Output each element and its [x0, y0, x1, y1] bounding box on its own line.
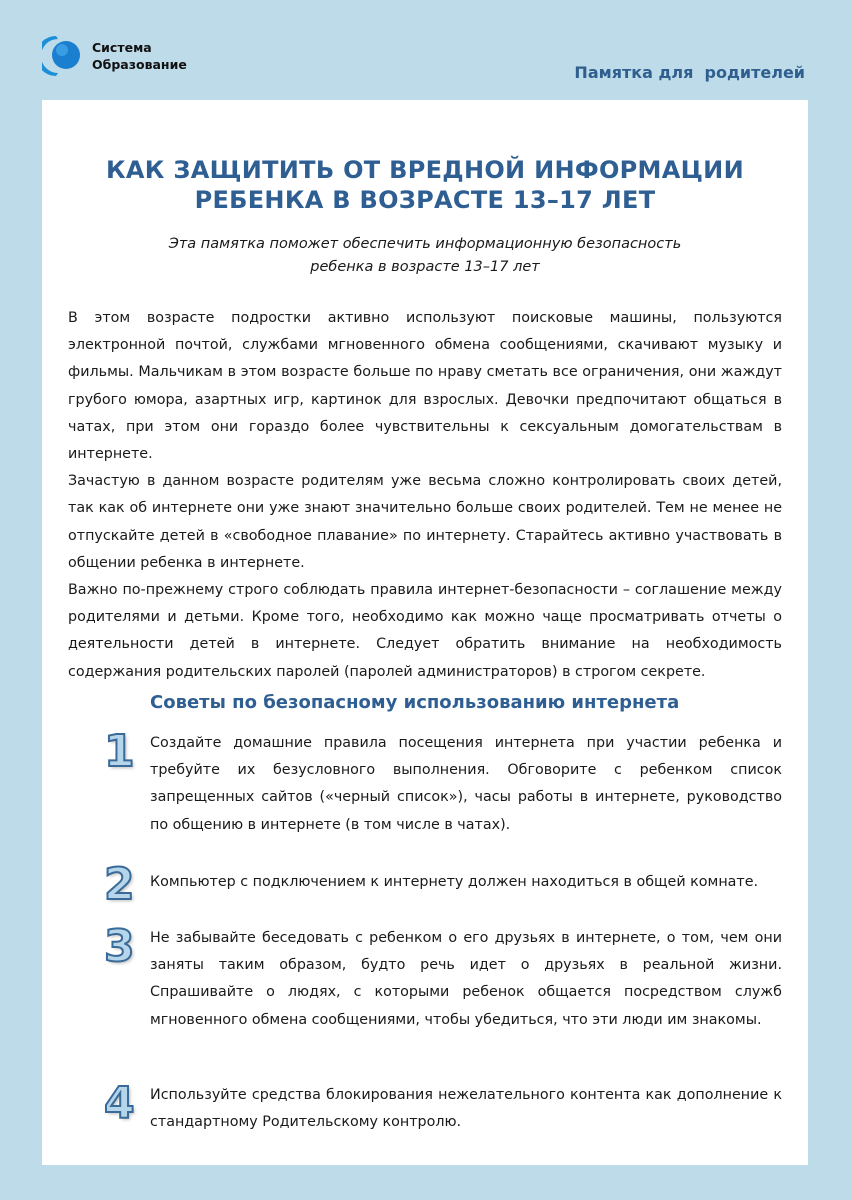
title-line: РЕБЕНКА В ВОЗРАСТЕ 13–17 ЛЕТ — [194, 186, 656, 214]
number-1-icon: 1 — [104, 726, 135, 777]
tips-heading: Советы по безопасному использованию интернета — [150, 692, 680, 713]
logo — [42, 33, 187, 79]
paragraph: Зачастую в данном возрасте родителям уже весьма сложно контролировать своих детей, так как об интернете они уже знают значительно больше своих родителей. Тем не менее не отпускайте детей в «свободное плавание» по интернету. Старайтесь активно участвовать в общении ребенка в интернете. — [68, 473, 782, 571]
number-4-icon: 4 — [104, 1078, 135, 1129]
tip-item — [104, 1078, 782, 1136]
paragraph: Важно по-прежнему строго соблюдать правила интернет-безопасности – соглашение между родителями и детьми. Кроме того, необходимо как можно чаще просматривать отчеты о деятельности детей в интернете. Следует обратить внимание на необходимость содержания родительских паролей (паролей администраторов) в строгом секрете. — [68, 582, 782, 680]
subtitle-line: Эта памятка поможет обеспечить информационную безопасность — [168, 236, 682, 252]
logo-line2: Образование — [92, 57, 187, 72]
body-text — [68, 305, 782, 686]
number-2-icon: 2 — [104, 859, 135, 910]
tip-text: Не забывайте беседовать с ребенком о его друзьях в интернете, о том, чем они заняты таким образом, будто речь идет о друзьях в реальной жизни. Спрашивайте о людях, с которыми ребенок общается посредством служб мгновенного обмена сообщениями, чтобы убедиться, что эти люди им знакомы. — [150, 930, 782, 1028]
subtitle — [42, 233, 808, 279]
page-title — [42, 155, 808, 215]
subtitle-line: ребенка в возрасте 13–17 лет — [310, 259, 540, 275]
tip-item — [104, 921, 782, 1034]
globe-logo-icon — [42, 33, 82, 79]
header-label: Памятка для родителей — [574, 63, 805, 82]
title-line: КАК ЗАЩИТИТЬ ОТ ВРЕДНОЙ ИНФОРМАЦИИ — [106, 156, 744, 184]
memo-sheet — [42, 100, 808, 1165]
tip-text: Создайте домашние правила посещения интернета при участии ребенка и требуйте их безусловного выполнения. Обговорите с ребенком список запрещенных сайтов («черный список»), часы работы в интернете, руководство по общению в интернете (в том числе в чатах). — [150, 735, 782, 833]
tip-text: Компьютер с подключением к интернету должен находиться в общей комнате. — [150, 874, 759, 890]
tip-item — [104, 726, 782, 839]
number-3-icon: 3 — [104, 921, 135, 972]
logo-line1: Система — [92, 40, 152, 55]
tip-item — [104, 859, 782, 910]
paragraph: В этом возрасте подростки активно используют поисковые машины, пользуются электронной почтой, службами мгновенного обмена сообщениями, скачивают музыку и фильмы. Мальчикам в этом возрасте больше по нраву сметать все ограничения, они жаждут грубого юмора, азартных игр, картинок для взрослых. Девочки предпочитают общаться в чатах, при этом они гораздо более чувствительны к сексуальным домогательствам в интернете. — [68, 310, 782, 463]
tip-text: Используйте средства блокирования нежелательного контента как дополнение к стандартному Родительскому контролю. — [150, 1087, 782, 1131]
